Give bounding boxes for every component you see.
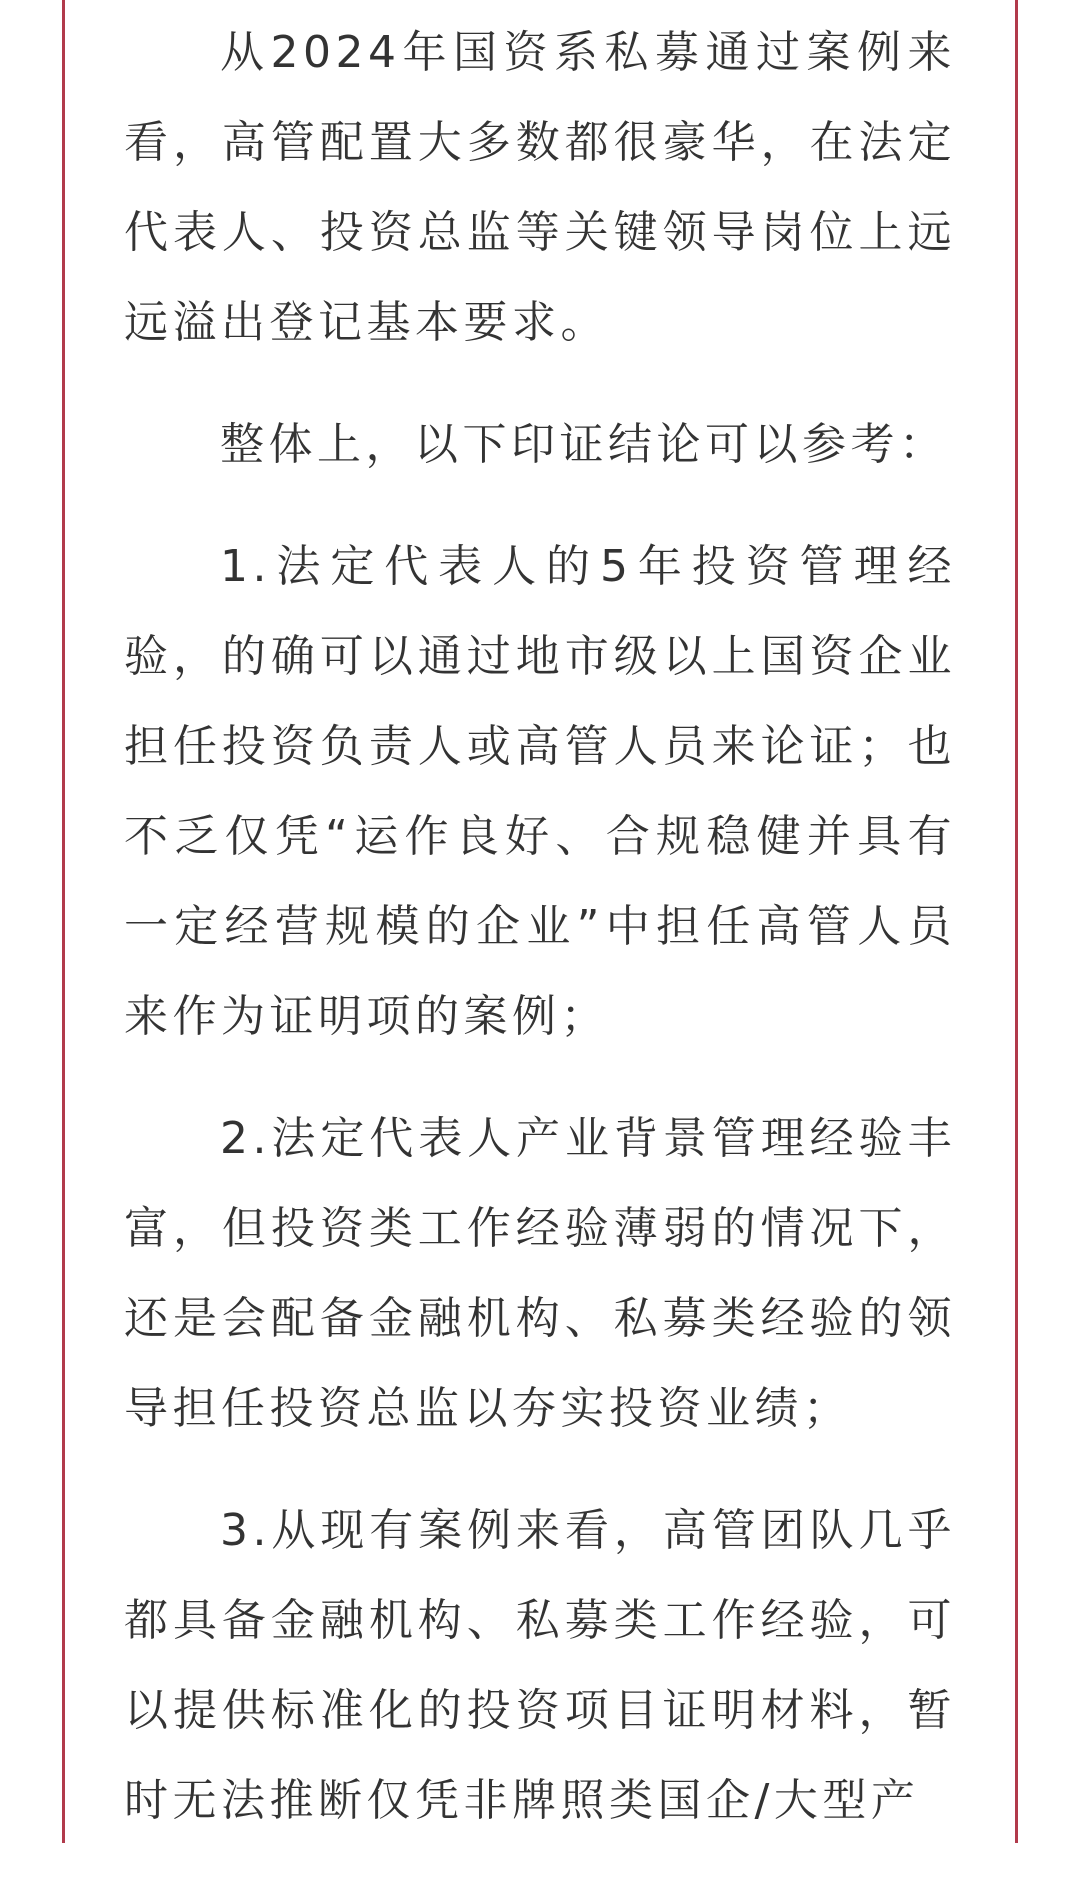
paragraph-summary: 整体上，以下印证结论可以参考： bbox=[220, 419, 948, 470]
article-body bbox=[124, 8, 956, 1878]
paragraph-point-1: 1.法定代表人的5年投资管理经验，的确可以通过地市级以上国资企业担任投资负责人或高管人员来论证；也不乏仅凭“运作良好、合规稳健并具有一定经营规模的企业”中担任高管人员来作为证明项的案例； bbox=[124, 541, 956, 1042]
paragraph-intro: 从2024年国资系私募通过案例来看，高管配置大多数都很豪华，在法定代表人、投资总监等关键领导岗位上远远溢出登记基本要求。 bbox=[124, 27, 956, 348]
paragraph-point-2: 2.法定代表人产业背景管理经验丰富，但投资类工作经验薄弱的情况下，还是会配备金融机构、私募类经验的领导担任投资总监以夯实投资业绩； bbox=[124, 1113, 956, 1434]
paragraph-point-3: 3.从现有案例来看，高管团队几乎都具备金融机构、私募类工作经验，可以提供标准化的投资项目证明材料，暂时无法推断仅凭非牌照类国企/大型产 bbox=[124, 1505, 956, 1826]
